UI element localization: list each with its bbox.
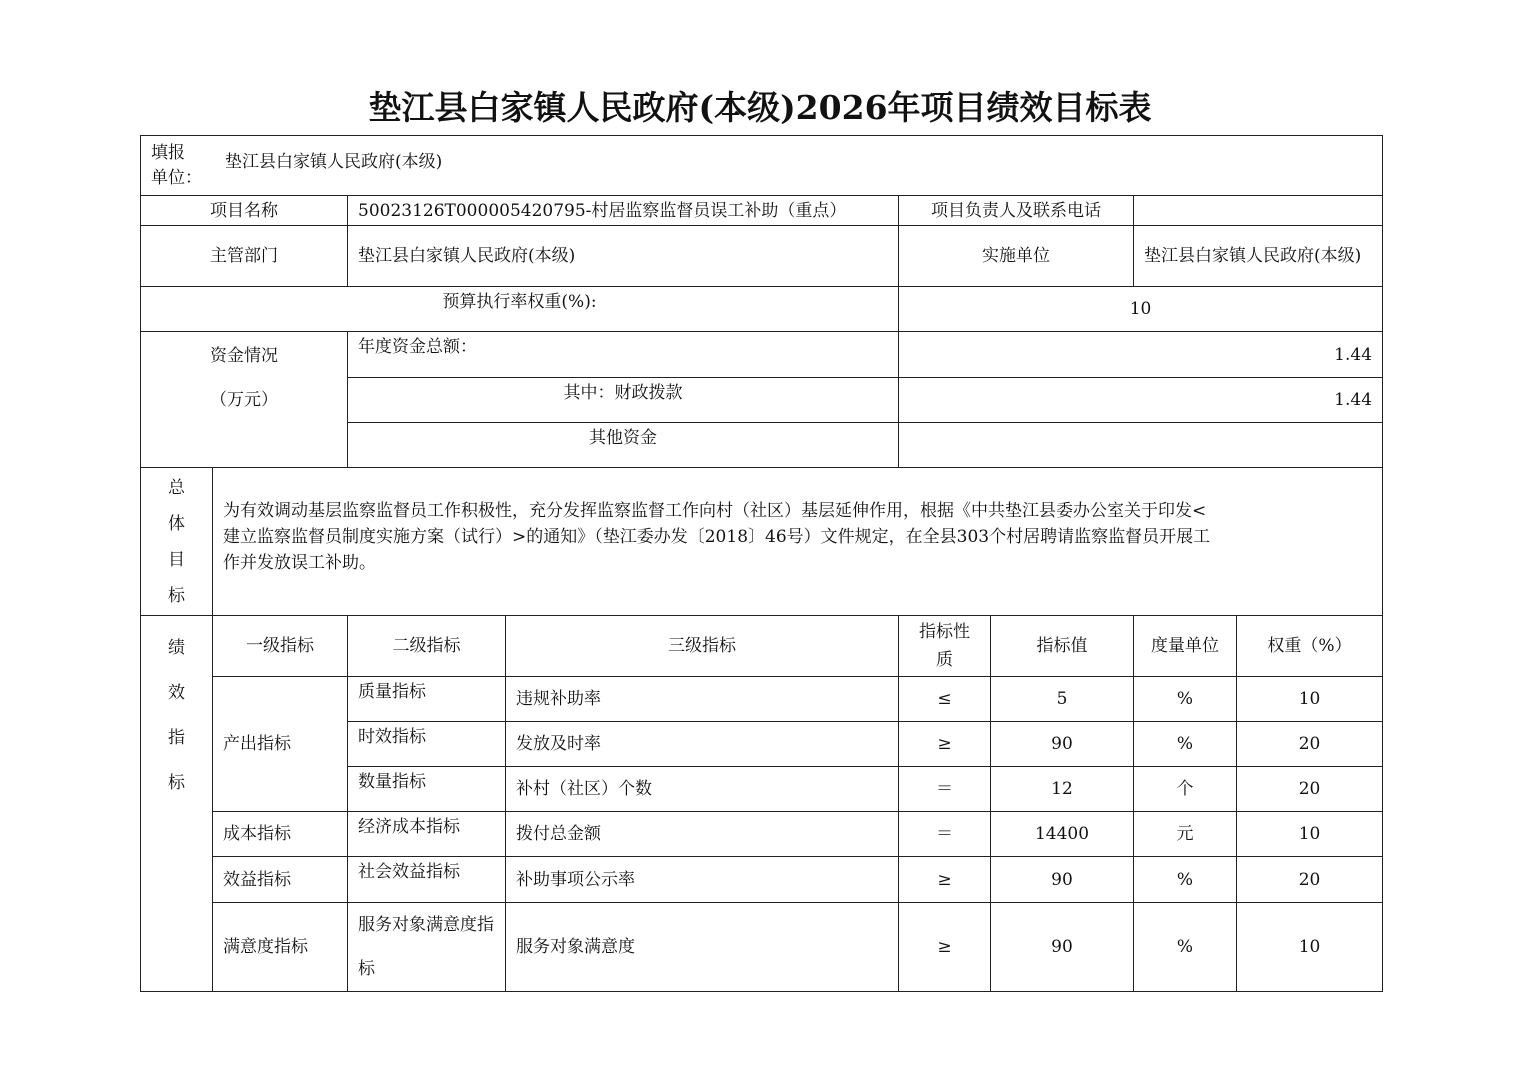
l3-cell: 服务对象满意度 — [506, 903, 899, 992]
goal-label: 总 体 目 标 — [141, 468, 213, 616]
value-cell: 90 — [991, 722, 1134, 767]
funds-label — [141, 332, 348, 468]
unit-row — [141, 136, 1383, 196]
nature-cell: ＝ — [899, 812, 991, 857]
table-row — [141, 677, 1383, 722]
funds-label-line1: 资金情况 — [210, 346, 278, 366]
weight-cell: 20 — [1237, 767, 1383, 812]
value-cell: 90 — [991, 903, 1134, 992]
group-satisfaction: 满意度指标 — [213, 903, 348, 992]
l2-cell: 服务对象满意度指标 — [348, 903, 506, 992]
funds-fiscal-value: 1.44 — [899, 378, 1383, 423]
unit-cell: 个 — [1134, 767, 1237, 812]
header-weight: 权重（%） — [1237, 616, 1383, 677]
unit-value: 垫江县白家镇人民政府(本级) — [225, 151, 443, 172]
perf-label: 绩 效 指 标 — [141, 616, 213, 992]
funds-label-line2: （万元） — [210, 390, 278, 410]
table-row — [141, 857, 1383, 903]
budget-weight-value: 10 — [899, 287, 1383, 332]
nature-cell: ≥ — [899, 903, 991, 992]
table-row — [141, 903, 1383, 992]
funds-total-label: 年度资金总额： — [348, 332, 899, 378]
group-cost: 成本指标 — [213, 812, 348, 857]
l2-cell: 时效指标 — [348, 722, 506, 767]
contact-label: 项目负责人及联系电话 — [899, 196, 1134, 226]
project-name-label: 项目名称 — [141, 196, 348, 226]
unit-label: 填报单位： — [151, 142, 202, 188]
header-l3: 三级指标 — [506, 616, 899, 677]
contact-value — [1134, 196, 1383, 226]
unit-cell: % — [1134, 677, 1237, 722]
nature-cell: ≥ — [899, 857, 991, 903]
l2-cell: 数量指标 — [348, 767, 506, 812]
l3-cell: 拨付总金额 — [506, 812, 899, 857]
l2-cell: 社会效益指标 — [348, 857, 506, 903]
table-row — [141, 812, 1383, 857]
funds-other-value — [899, 423, 1383, 468]
nature-cell: ≥ — [899, 722, 991, 767]
l3-cell: 发放及时率 — [506, 722, 899, 767]
l3-cell: 违规补助率 — [506, 677, 899, 722]
weight-cell: 10 — [1237, 812, 1383, 857]
performance-target-table — [140, 135, 1383, 992]
nature-cell: ＝ — [899, 767, 991, 812]
value-cell: 90 — [991, 857, 1134, 903]
weight-cell: 10 — [1237, 677, 1383, 722]
l2-cell: 经济成本指标 — [348, 812, 506, 857]
l3-cell: 补助事项公示率 — [506, 857, 899, 903]
dept-label: 主管部门 — [141, 226, 348, 287]
value-cell: 12 — [991, 767, 1134, 812]
header-unit: 度量单位 — [1134, 616, 1237, 677]
goal-text: 为有效调动基层监察监督员工作积极性，充分发挥监察监督工作向村（社区）基层延伸作用，根据《中共垫江县委办公室关于印发< 建立监察监督员制度实施方案（试行）>的通知》（垫江委办发〔2018〕46号）文件规定，在全县303个村居聘请监察监督员开展工 作并发放误工补助。 — [213, 468, 1383, 616]
header-l1: 一级指标 — [213, 616, 348, 677]
group-output: 产出指标 — [213, 677, 348, 812]
unit-cell: 元 — [1134, 812, 1237, 857]
nature-cell: ≤ — [899, 677, 991, 722]
group-benefit: 效益指标 — [213, 857, 348, 903]
impl-label: 实施单位 — [899, 226, 1134, 287]
header-value: 指标值 — [991, 616, 1134, 677]
impl-value: 垫江县白家镇人民政府(本级) — [1134, 226, 1383, 287]
unit-cell: % — [1134, 857, 1237, 903]
unit-cell: % — [1134, 722, 1237, 767]
weight-cell: 20 — [1237, 722, 1383, 767]
l3-cell: 补村（社区）个数 — [506, 767, 899, 812]
budget-weight-label: 预算执行率权重(%): — [141, 287, 899, 332]
value-cell: 5 — [991, 677, 1134, 722]
funds-other-label: 其他资金 — [348, 423, 899, 468]
dept-value: 垫江县白家镇人民政府(本级) — [348, 226, 899, 287]
header-l2: 二级指标 — [348, 616, 506, 677]
value-cell: 14400 — [991, 812, 1134, 857]
header-nature: 指标性质 — [899, 616, 991, 677]
weight-cell: 20 — [1237, 857, 1383, 903]
page-title: 垫江县白家镇人民政府(本级)2026年项目绩效目标表 — [368, 88, 1152, 127]
weight-cell: 10 — [1237, 903, 1383, 992]
l2-cell: 质量指标 — [348, 677, 506, 722]
funds-fiscal-label: 其中：财政拨款 — [348, 378, 899, 423]
project-name: 50023126T000005420795-村居监察监督员误工补助（重点） — [348, 196, 899, 226]
funds-total-value: 1.44 — [899, 332, 1383, 378]
unit-cell: % — [1134, 903, 1237, 992]
